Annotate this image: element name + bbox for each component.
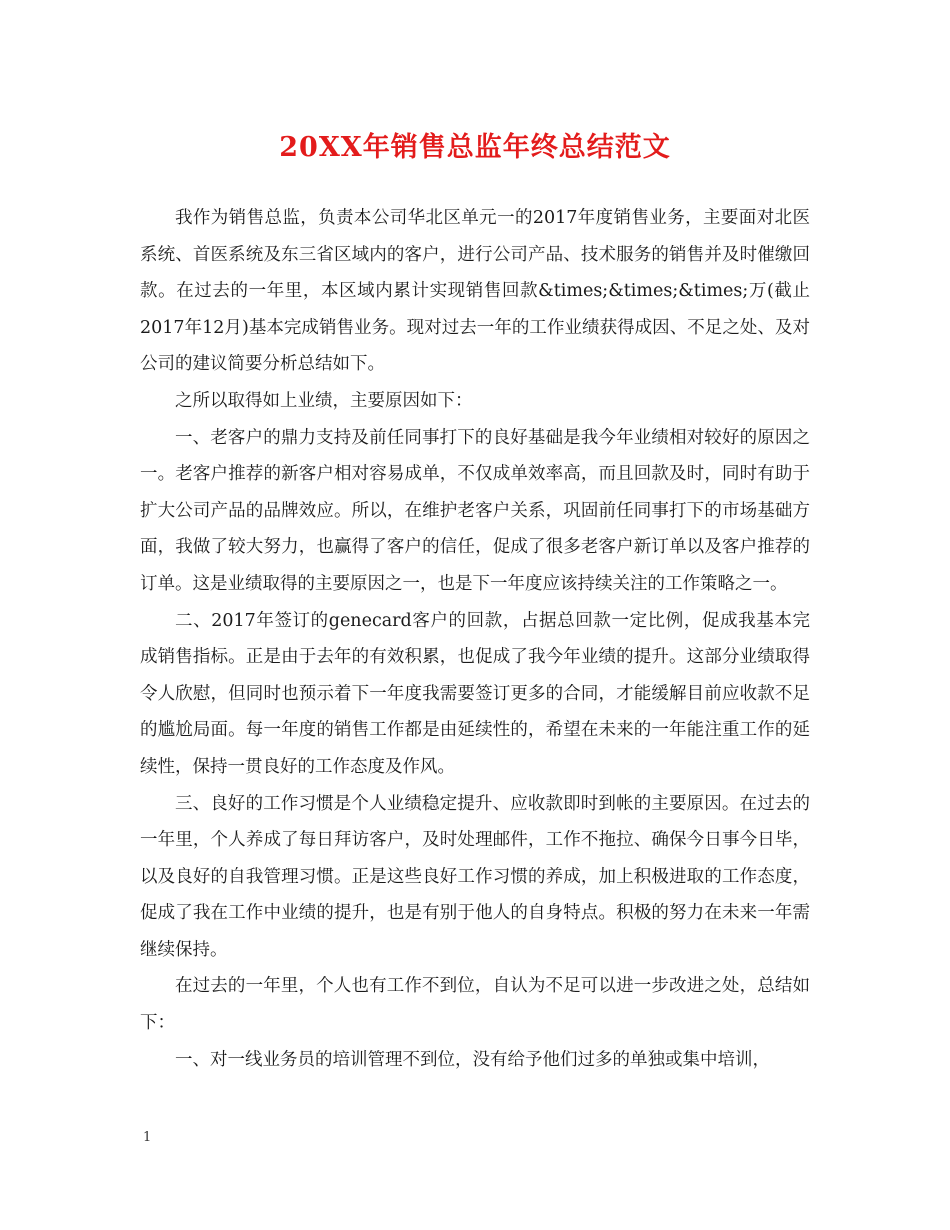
- paragraph-reasons-heading: 之所以取得如上业绩，主要原因如下：: [175, 390, 473, 411]
- paragraph-intro: 我作为销售总监，负责本公司华北区单元一的2017年度销售业务，主要面对北医系统、首医系统及东三省区域内的客户，进行公司产品、技术服务的销售并及时催缴回款。在过去的一年里，本区域内累计实现销售回款&times;&times;&times;万(截止2017年12月)基本完成销售业务。现对过去一年的工作业绩获得成因、不足之处、及对公司的建议简要分析总结如下。: [140, 208, 810, 375]
- paragraph-shortcomings-heading: 在过去的一年里，个人也有工作不到位，自认为不足可以进一步改进之处，总结如下：: [140, 976, 810, 1034]
- document-body: [140, 200, 810, 1078]
- paragraph-reason-3: 三、良好的工作习惯是个人业绩稳定提升、应收款即时到帐的主要原因。在过去的一年里，个人养成了每日拜访客户，及时处理邮件，工作不拖拉、确保今日事今日毕，以及良好的自我管理习惯。正是这些良好工作习惯的养成，加上积极进取的工作态度，促成了我在工作中业绩的提升，也是有别于他人的自身特点。积极的努力在未来一年需继续保持。: [140, 793, 810, 960]
- page-number: 1: [143, 1130, 152, 1145]
- paragraph-reason-1: 一、老客户的鼎力支持及前任同事打下的良好基础是我今年业绩相对较好的原因之一。老客户推荐的新客户相对容易成单，不仅成单效率高，而且回款及时，同时有助于扩大公司产品的品牌效应。所以，在维护老客户关系，巩固前任同事打下的市场基础方面，我做了较大努力，也赢得了客户的信任，促成了很多老客户新订单以及客户推荐的订单。这是业绩取得的主要原因之一，也是下一年度应该持续关注的工作策略之一。: [140, 427, 810, 594]
- paragraph-reason-2: 二、2017年签订的genecard客户的回款，占据总回款一定比例，促成我基本完成销售指标。正是由于去年的有效积累，也促成了我今年业绩的提升。这部分业绩取得令人欣慰，但同时也预示着下一年度我需要签订更多的合同，才能缓解目前应收款不足的尴尬局面。每一年度的销售工作都是由延续性的，希望在未来的一年能注重工作的延续性，保持一贯良好的工作态度及作风。: [140, 610, 810, 777]
- paragraph-shortcoming-1: 一、对一线业务员的培训管理不到位，没有给予他们过多的单独或集中培训，: [175, 1049, 770, 1070]
- document-title: 20XX年销售总监年终总结范文: [279, 132, 671, 163]
